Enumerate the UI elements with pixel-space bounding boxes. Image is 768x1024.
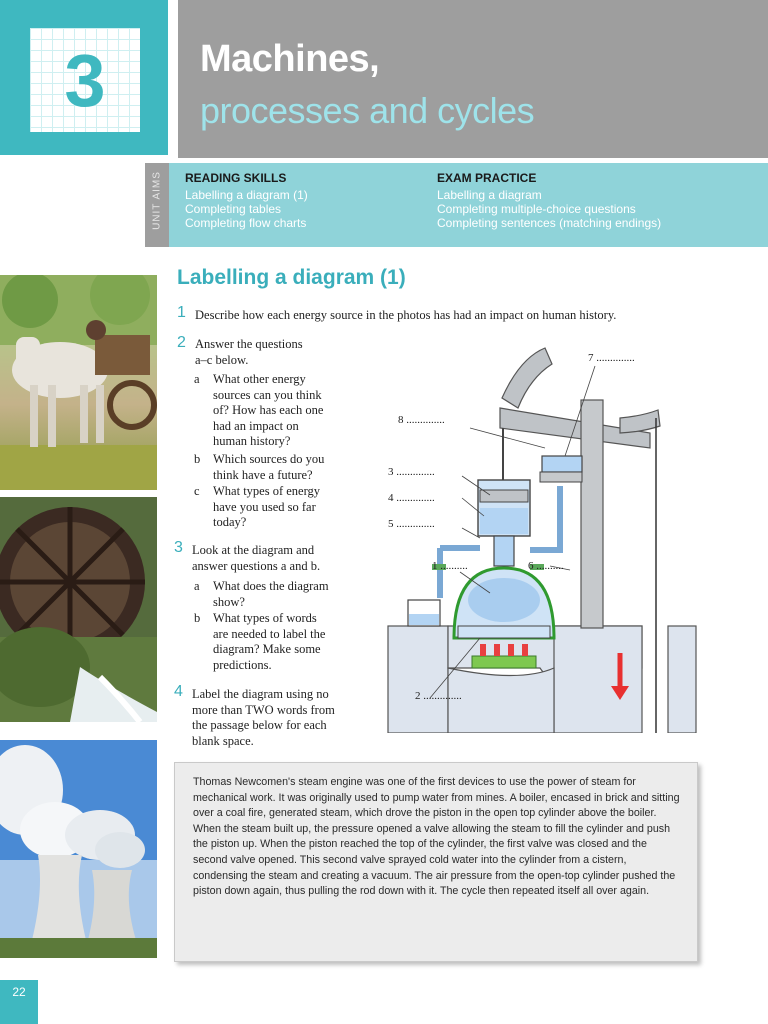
steam-engine-diagram — [380, 338, 768, 733]
text-line: show? — [213, 594, 245, 609]
steam-engine-drawing — [380, 338, 768, 733]
water-wheel-image — [0, 497, 157, 722]
piston — [480, 490, 528, 502]
reading-skill-item: Completing tables — [185, 202, 282, 216]
text-line: of? How has each one — [213, 403, 324, 417]
title-block — [178, 0, 768, 158]
unit-block — [0, 0, 168, 155]
exam-practice — [437, 171, 661, 230]
diagram-label-3: 3 .............. — [388, 466, 435, 478]
reading-skill-item: Labelling a diagram (1) — [185, 188, 308, 202]
text-line: predictions. — [213, 657, 272, 672]
far-right-block — [668, 626, 696, 733]
reading-passage — [174, 762, 698, 962]
sub-letter: c — [194, 484, 200, 498]
left-ground-block — [388, 626, 448, 733]
text-line: Label the diagram using no — [192, 687, 329, 701]
passage-text: Thomas Newcomen's steam engine was one of the first devices to use the power of steam for mechanical work. It was originally used to pump water from mines. A boiler, encased in brick and sitting over a coal fire, generated steam, which drove the piston in the open top cylinder above the boiler. When the steam built up, the pressure opened a valve allowing the steam to fill the cylinder and push the piston up. When the piston reached the top of the cylinder, the first valve was closed and the second valve opened. This second valve sprayed cold water into the cylinder from a cistern, condensing the steam and creating a vacuum. The air pressure from the open-top cylinder pushed the piston down again, thus pulling the rod down with it. The cycle then repeated itself all over again. — [193, 776, 680, 898]
ox-cart-image — [0, 275, 157, 490]
diagram-label-7: 7 .............. — [588, 352, 635, 364]
diagram-label-6: 6 .......... — [528, 560, 564, 572]
water-wheel-photo — [0, 497, 157, 722]
cylinder-steam — [480, 508, 528, 534]
text-line: What does the diagram — [213, 579, 329, 593]
diagram-label-5: 5 .............. — [388, 518, 435, 530]
question-number: 2 — [177, 334, 186, 351]
text-line: What other energy — [213, 372, 306, 386]
beam-arch-right — [620, 410, 660, 433]
reading-skill-item: Completing flow charts — [185, 216, 307, 230]
unit-aims-label: UNIT AIMS — [151, 171, 163, 230]
exam-practice-heading: EXAM PRACTICE — [437, 171, 537, 185]
beam-arch-left — [502, 348, 552, 408]
exam-practice-item: Completing multiple-choice questions — [437, 202, 636, 216]
sub-letter: a — [194, 579, 200, 593]
boiler-base — [448, 668, 554, 733]
text-line: answer questions a and b. — [192, 558, 321, 573]
coal-fire — [472, 656, 536, 668]
question-1-text: Describe how each energy source in the photos has had an impact on human history. — [195, 308, 617, 322]
question-2b — [194, 452, 325, 483]
support-column — [581, 400, 603, 628]
exam-practice-item: Labelling a diagram — [437, 188, 542, 202]
page-title: Machines, — [200, 38, 380, 80]
question-3a — [194, 579, 329, 610]
skills-bar — [145, 163, 768, 247]
text-line: Which sources do you — [213, 452, 325, 466]
question-2-intro — [195, 337, 303, 368]
text-line: had an impact on — [213, 418, 299, 433]
sub-letter: b — [194, 611, 201, 625]
question-4-text — [192, 687, 335, 749]
section-title: Labelling a diagram (1) — [177, 266, 406, 289]
exam-practice-item: Completing sentences (matching endings) — [437, 216, 662, 230]
cooling-tower-photo — [0, 740, 157, 958]
ox-cart-photo — [0, 275, 157, 490]
right-ground-block — [554, 626, 642, 733]
text-line: human history? — [213, 434, 291, 448]
cooling-tower-image — [0, 740, 157, 958]
page-subtitle: processes and cycles — [200, 90, 535, 131]
unit-number-tile — [30, 28, 140, 132]
boiler-steam — [468, 578, 540, 622]
text-line: think have a future? — [213, 467, 313, 482]
text-line: What types of energy — [213, 484, 321, 498]
sub-letter: a — [194, 372, 200, 386]
boiler-bottom — [458, 626, 550, 638]
diagram-label-1: 1 .......... — [432, 560, 468, 572]
sub-letter: b — [194, 452, 201, 466]
text-line: have you used so far — [213, 499, 316, 514]
question-2a — [194, 372, 324, 450]
text-line: today? — [213, 515, 247, 529]
text-line: more than TWO words from — [192, 702, 335, 717]
text-line: a–c below. — [195, 352, 249, 367]
boiler-neck — [494, 536, 514, 566]
unit-number: 3 — [64, 38, 106, 122]
text-line: sources can you think — [213, 387, 322, 402]
text-line: diagram? Make some — [213, 642, 321, 656]
question-number: 4 — [174, 683, 183, 700]
water-tank-water — [409, 614, 439, 625]
reading-skills — [185, 171, 308, 230]
text-line: blank space. — [192, 733, 254, 748]
cistern — [542, 456, 582, 472]
question-2c — [194, 484, 321, 531]
unit-aims-tab — [145, 163, 169, 247]
cistern-shelf — [540, 472, 582, 482]
text-line: the passage below for each — [192, 718, 327, 732]
question-number: 3 — [174, 539, 183, 556]
text-line: are needed to label the — [213, 626, 326, 641]
text-line: What types of words — [213, 611, 317, 625]
diagram-label-8: 8 .............. — [398, 414, 445, 426]
page-number: 22 — [0, 980, 38, 1024]
cold-water-pipe — [530, 486, 560, 550]
text-line: Look at the diagram and — [192, 543, 315, 557]
question-number: 1 — [177, 304, 186, 321]
reading-skills-heading: READING SKILLS — [185, 171, 287, 185]
diagram-label-4: 4 .............. — [388, 492, 435, 504]
question-3-intro — [192, 543, 320, 574]
question-3b — [194, 611, 326, 673]
text-line: Answer the questions — [195, 337, 303, 351]
diagram-label-2: 2 .............. — [415, 690, 462, 702]
